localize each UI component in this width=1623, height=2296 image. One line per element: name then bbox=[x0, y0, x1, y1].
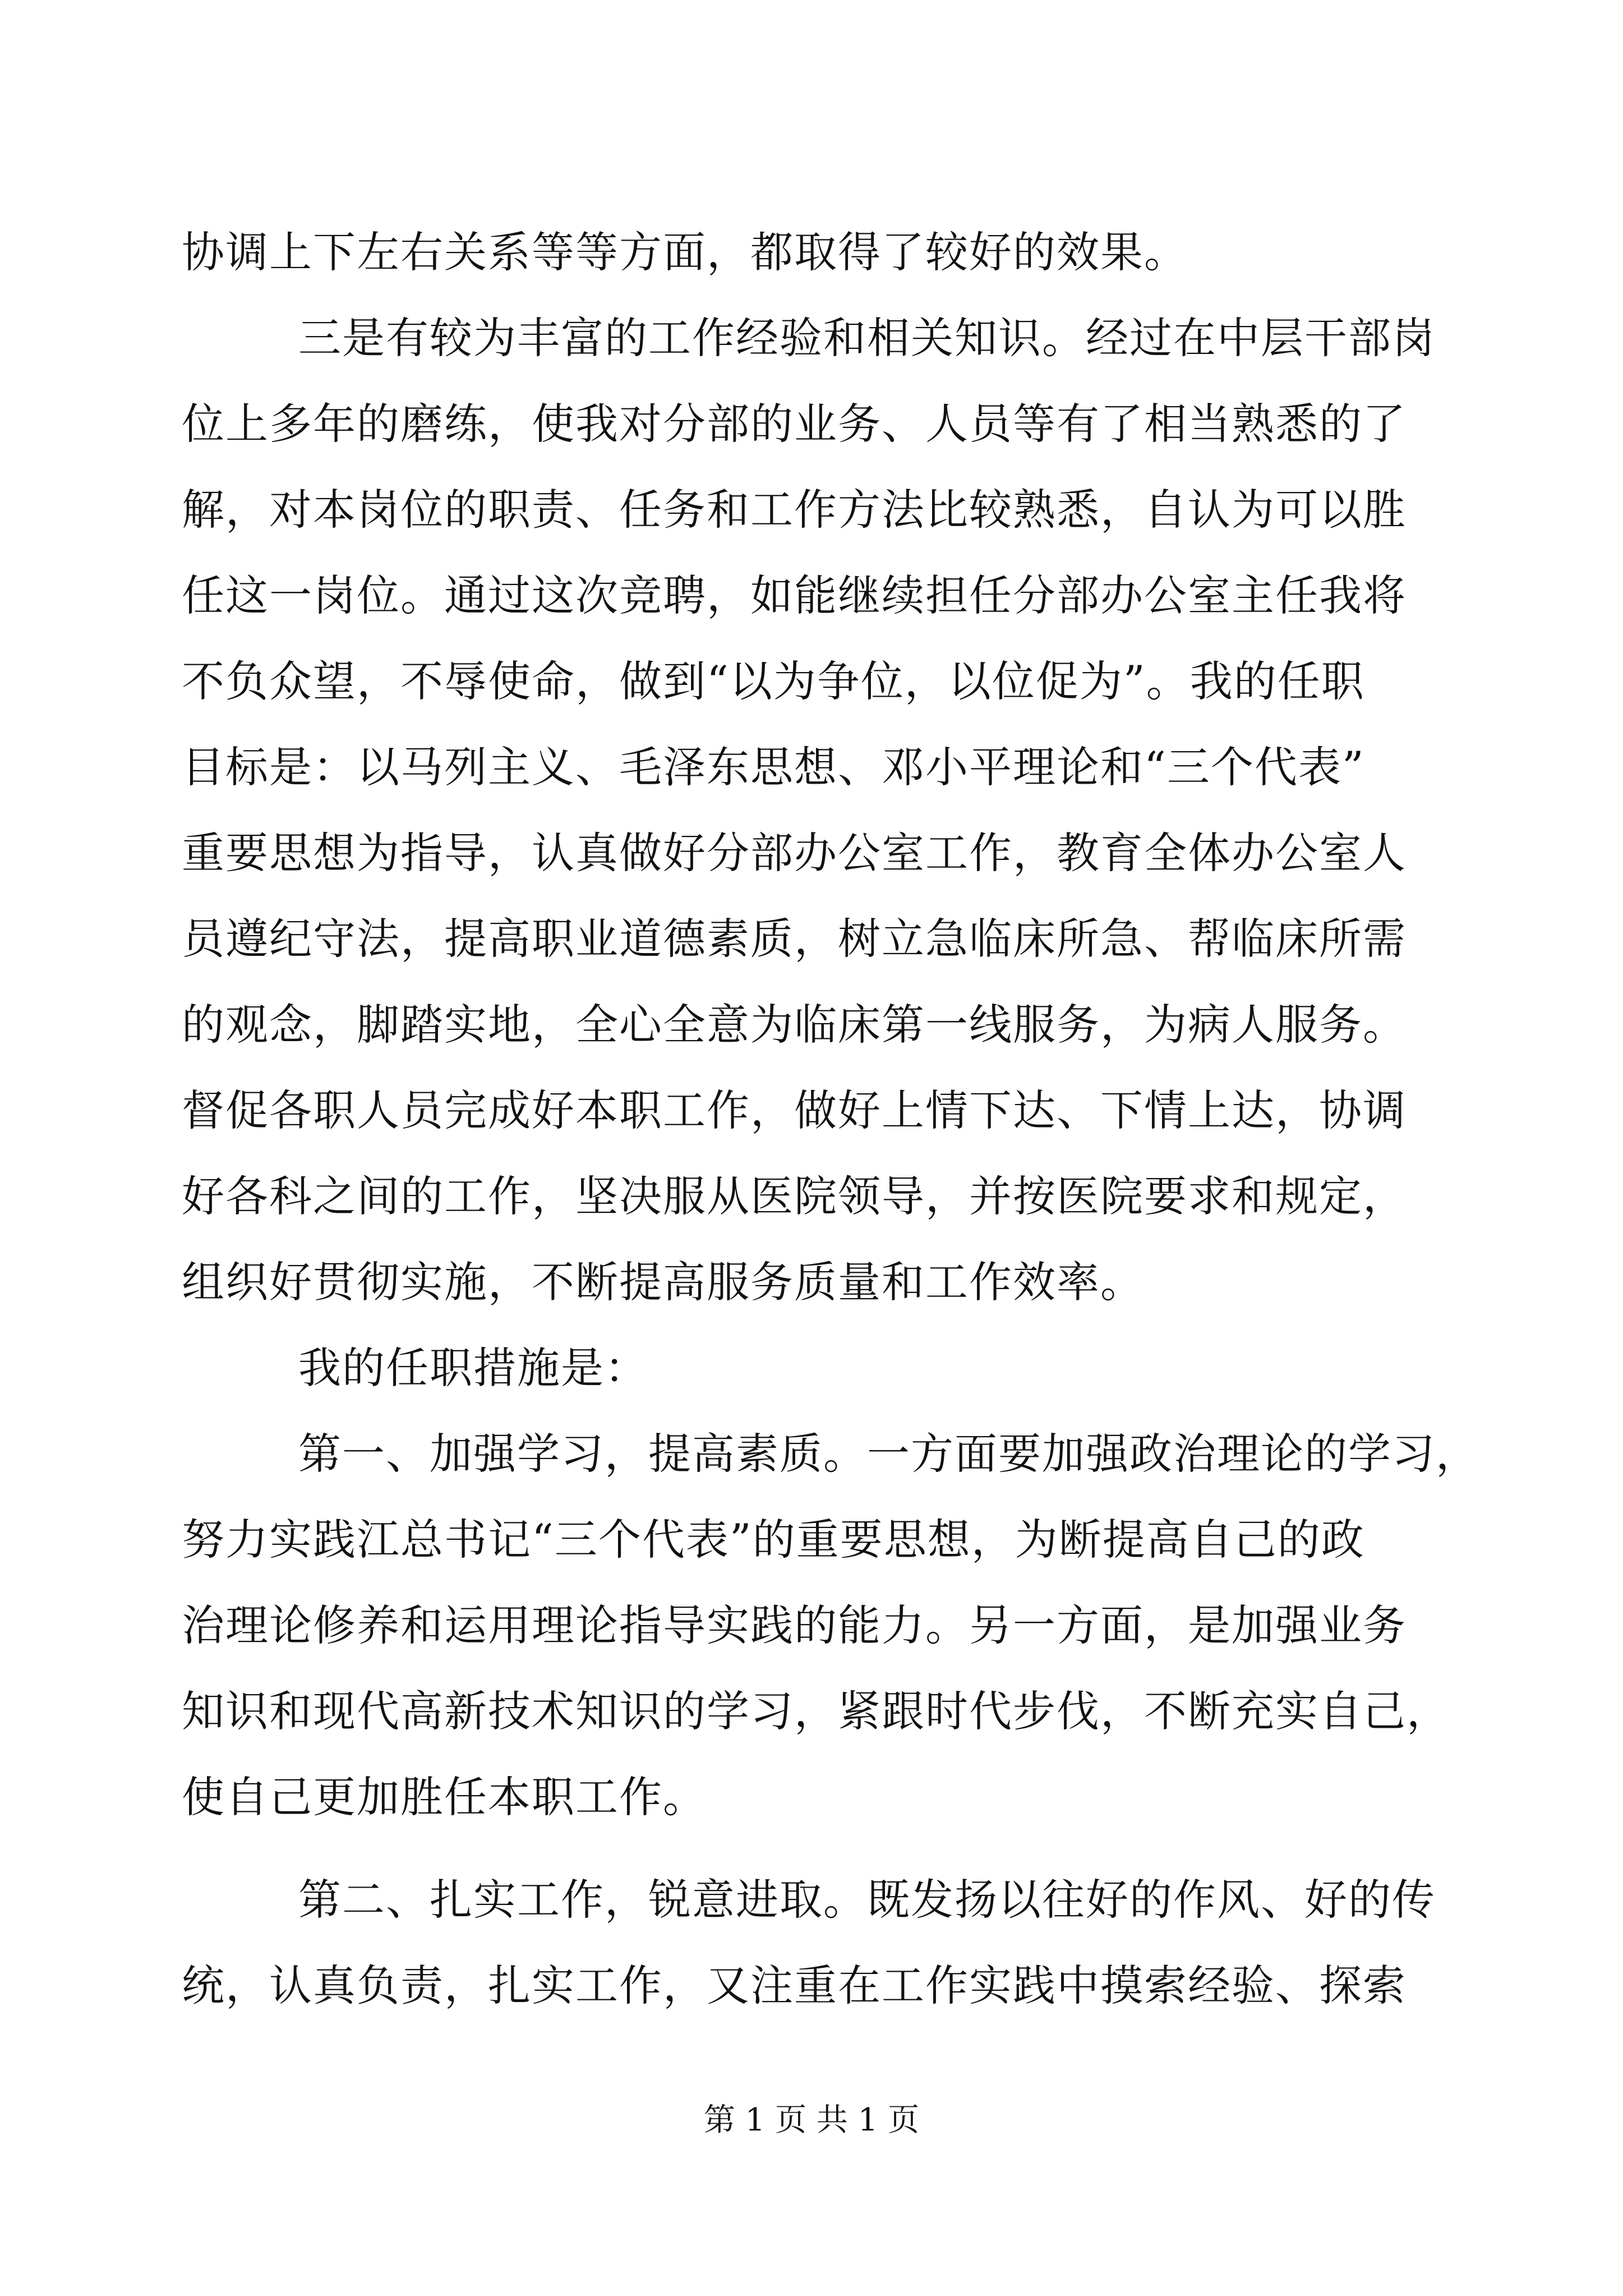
text-line: 解，对本岗位的职责、任务和工作方法比较熟悉，自认为可以胜 bbox=[182, 485, 1407, 535]
text-line: 协调上下左右关系等等方面，都取得了较好的效果。 bbox=[182, 227, 1188, 277]
paragraph-start-line: 第二、扎实工作，锐意进取。既发扬以往好的作风、好的传 bbox=[298, 1875, 1436, 1925]
text-line: 统，认真负责，扎实工作，又注重在工作实践中摸索经验、探索 bbox=[182, 1961, 1407, 2010]
paragraph-start-line: 三是有较为丰富的工作经验和相关知识。经过在中层干部岗 bbox=[298, 313, 1436, 363]
text-line: 知识和现代高新技术知识的学习，紧跟时代步伐，不断充实自己， bbox=[182, 1686, 1450, 1736]
text-line: 不负众望，不辱使命，做到“以为争位，以位促为”。我的任职 bbox=[182, 656, 1365, 706]
text-line: 使自己更加胜任本职工作。 bbox=[182, 1772, 707, 1822]
paragraph-start-line: 第一、加强学习，提高素质。一方面要加强政治理论的学习， bbox=[298, 1429, 1479, 1479]
text-line: 的观念，脚踏实地，全心全意为临床第一线服务，为病人服务。 bbox=[182, 1000, 1407, 1050]
text-line: 组织好贯彻实施，不断提高服务质量和工作效率。 bbox=[182, 1257, 1144, 1307]
text-line: 位上多年的磨练，使我对分部的业务、人员等有了相当熟悉的了 bbox=[182, 399, 1407, 449]
text-line: 员遵纪守法，提高职业道德素质，树立急临床所急、帮临床所需 bbox=[182, 914, 1407, 964]
page-number-footer: 第 1 页 共 1 页 bbox=[703, 2102, 920, 2138]
text-line: 任这一岗位。通过这次竞聘，如能继续担任分部办公室主任我将 bbox=[182, 570, 1407, 620]
text-line: 好各科之间的工作，坚决服从医院领导，并按医院要求和规定， bbox=[182, 1171, 1407, 1221]
text-line: 重要思想为指导，认真做好分部办公室工作，教育全体办公室人 bbox=[182, 828, 1407, 878]
text-line: 努力实践江总书记“三个代表”的重要思想，为断提高自己的政 bbox=[182, 1515, 1365, 1565]
text-line: 目标是：以马列主义、毛泽东思想、邓小平理论和“三个代表” bbox=[182, 742, 1365, 792]
text-line: 治理论修养和运用理论指导实践的能力。另一方面，是加强业务 bbox=[182, 1600, 1407, 1650]
paragraph-start-line: 我的任职措施是： bbox=[298, 1343, 648, 1393]
text-line: 督促各职人员完成好本职工作，做好上情下达、下情上达，协调 bbox=[182, 1085, 1407, 1135]
